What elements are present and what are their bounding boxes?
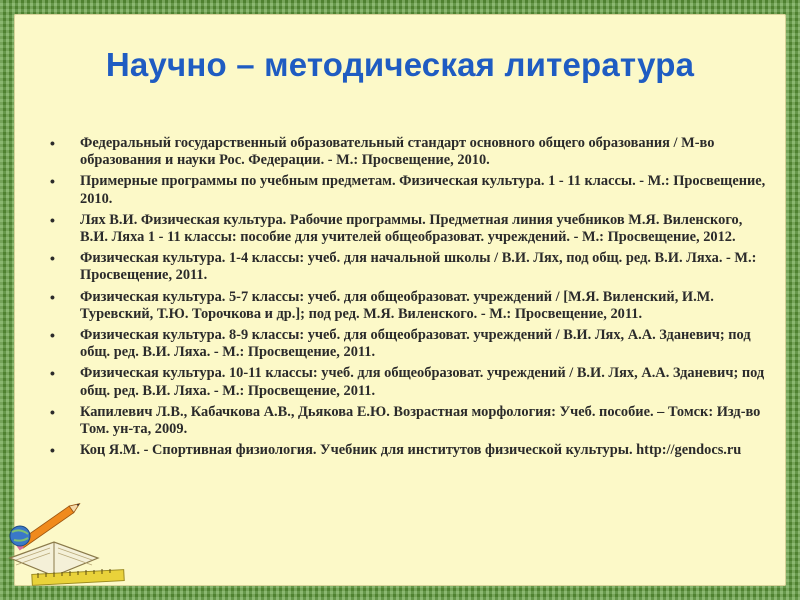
list-item [50,211,770,246]
bullet-icon: • [50,403,55,420]
bullet-icon: • [50,365,55,382]
bullet-icon: • [50,250,55,267]
list-item [50,365,770,399]
reference-text: Капилевич Л.В., Кабачкова А.В., Дьякова Е.Ю. Возрастная морфология: Учеб. пособие. – Томск: Изд-во Том. ун-та, 2009. [80,403,761,438]
list-item [50,403,770,438]
reference-text: Примерные программы по учебным предметам. Физическая культура. 1 - 11 классы. - М.: Просвещение, 2010. [80,173,766,207]
reference-text: Физическая культура. 10-11 классы: учеб. для общеобразоват. учреждений / В.И. Лях, А.А. Зданевич; под общ. ред. В.И. Ляха. - М.: Просвещение, 2011. [80,365,765,399]
bullet-icon: • [50,288,55,305]
list-item [50,135,770,169]
list-item [50,250,770,284]
list-item [50,442,770,459]
bullet-icon: • [50,135,55,151]
reference-text: Лях В.И. Физическая культура. Рабочие программы. Предметная линия учебников М.Я. Виленского, В.И. Ляха 1 - 11 классы: пособие для учителей общеобразоват. учреждений. - М.: Просвещение, 2012. [80,211,743,246]
list-item [50,327,770,361]
list-item [50,288,770,323]
bullet-icon: • [50,327,55,344]
bullet-icon: • [50,442,55,459]
bullet-icon: • [50,173,55,190]
reference-list [42,135,770,463]
reference-text: Физическая культура. 5-7 классы: учеб. для общеобразоват. учреждений / [М.Я. Виленский, И.М. Туревский, Т.Ю. Торочкова и др.]; под ред. М.Я. Виленского. - М.: Просвещение, 2011. [80,288,714,322]
reference-text: Физическая культура. 1-4 классы: учеб. для начальной школы / В.И. Лях, под общ. ред. В.И. Ляха. - М.: Просвещение, 2011. [80,250,757,284]
reference-text: Коц Я.М. - Спортивная физиология. Учебник для институтов физической культуры. http://gendocs.ru [80,442,742,459]
reference-text: Федеральный государственный образовательный стандарт основного общего образования / М-во образования и науки Рос. Федерации. - М.: Просвещение, 2010. [80,135,715,169]
list-item [50,173,770,207]
page-title: Научно – методическая литература [105,46,695,83]
school-supplies-icon [2,480,127,590]
reference-text: Физическая культура. 8-9 классы: учеб. для общеобразоват. учреждений / В.И. Лях, А.А. Зданевич; под общ. ред. В.И. Ляха. - М.: Просвещение, 2011. [80,327,751,361]
bullet-icon: • [50,211,55,228]
